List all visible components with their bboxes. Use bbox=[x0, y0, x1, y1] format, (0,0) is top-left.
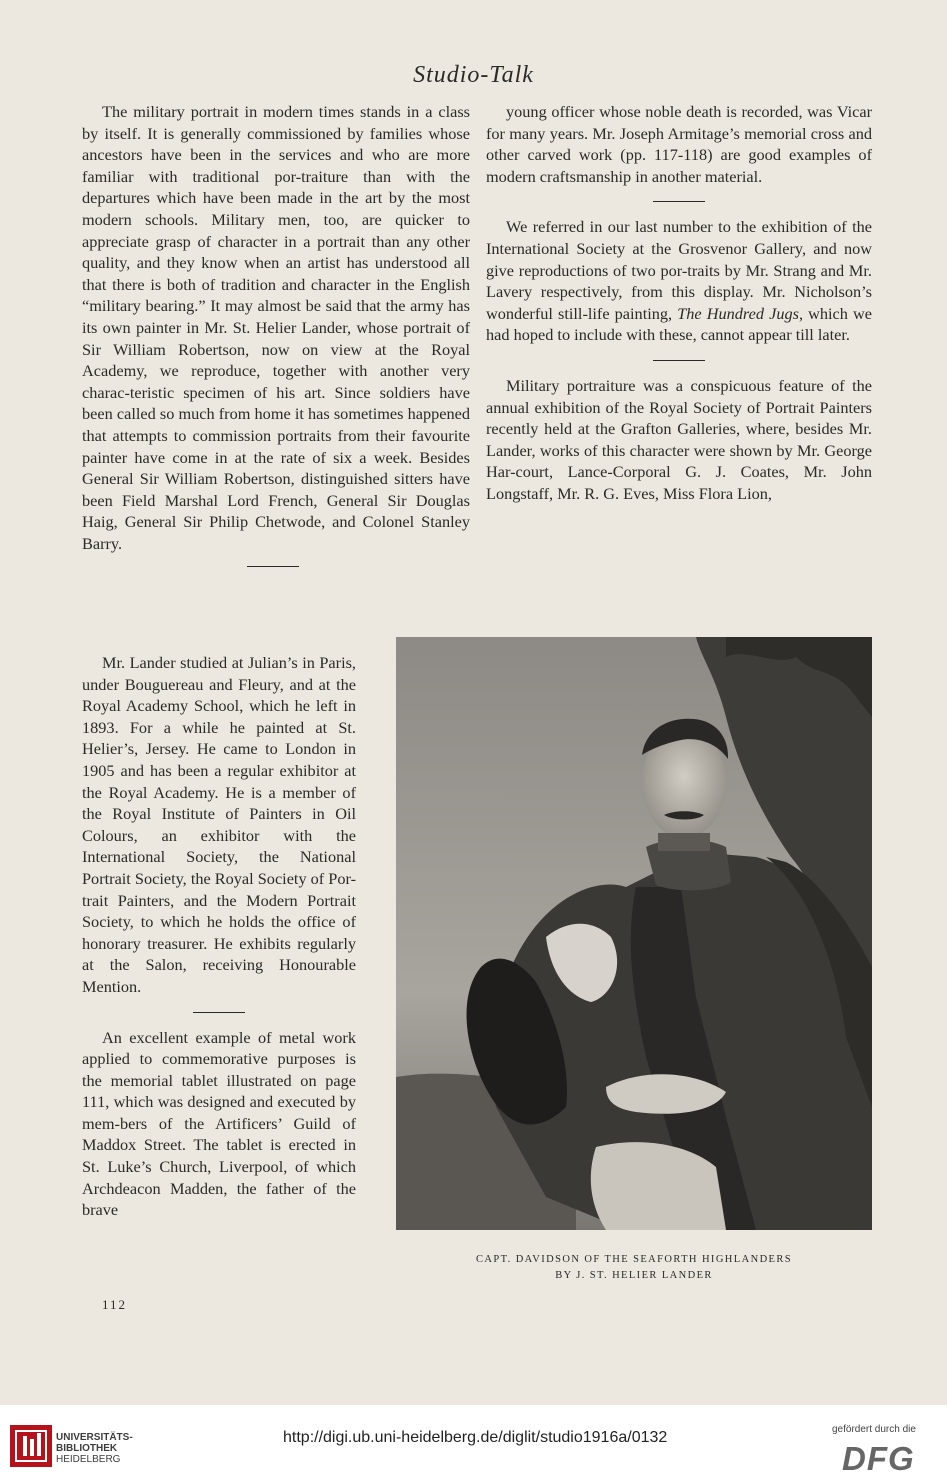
library-name-line: HEIDELBERG bbox=[56, 1454, 121, 1465]
paragraph: Mr. Lander studied at Julian’s in Paris, under Bouguereau and Fleury, and at the Royal Academy School, which he left in 1893. For a while he painted at St. Helier’s, Jersey. He came to London in 1905 and has been a regular exhibitor at the Royal Academy. He is a member of the Royal Institute of Painters in Oil Colours, an exhibitor with the International Society, the National Portrait Society, the Royal Society of Por-trait Painters, and the Modern Portrait Society, to which he holds the office of honorary treasurer. He exhibits regularly at the Salon, receiving Honourable Mention. bbox=[82, 653, 356, 996]
library-name bbox=[56, 1432, 133, 1465]
left-column-narrow bbox=[82, 652, 356, 1221]
paragraph bbox=[486, 216, 872, 346]
section-divider bbox=[653, 360, 705, 361]
dfg-logo: DFG bbox=[842, 1440, 915, 1477]
paragraph-text: , which we had hoped to include with these, cannot appear till later. bbox=[486, 303, 872, 345]
caption-title: CAPT. DAVIDSON OF THE SEAFORTH HIGHLANDERS bbox=[475, 1254, 793, 1265]
figure-caption bbox=[396, 1252, 872, 1284]
permalink-url[interactable]: http://digi.ub.uni-heidelberg.de/diglit/studio1916a/0132 bbox=[283, 1429, 668, 1446]
paragraph: The military portrait in modern times stands in a class by itself. It is generally commissioned by families whose ancestors have been in the services and who are more familiar with traditional por-traiture than with the departures which have been made in the art by the most modern schools. Military men, too, are quicker to appreciate grasp of character in a portrait than any other quality, and they know when an artist has understood all that there is both of tradition and character in the English “military bearing.” It may almost be said that the army has its own painter in Mr. St. Helier Lander, whose portrait of Sir William Robertson, now on view at the Royal Academy, we reproduce, together with another very charac-teristic specimen of his art. Since soldiers have been called so much from home it has sometimes happened that attempts to commission portraits from their favourite painter have come in at the rate of six a week. Besides General Sir William Robertson, distinguished sitters have been Field Marshal Lord French, General Sir Douglas Haig, General Sir Philip Chetwode, and Colonel Stanley Barry. bbox=[82, 102, 470, 553]
paragraph: young officer whose noble death is recorded, was Vicar for many years. Mr. Joseph Armitage’s memorial cross and other carved work (pp. 117-118) are good examples of modern craftsmanship in another material. bbox=[486, 102, 872, 186]
caption-artist: BY J. ST. HELIER LANDER bbox=[555, 1270, 713, 1281]
paragraph: An excellent example of metal work applied to commemorative purposes is the memorial tablet illustrated on page 111, which was designed and executed by mem-bers of the Artificers’ Guild of Maddox Street. The tablet is erected in St. Luke’s Church, Liverpool, of which Archdeacon Madden, the father of the brave bbox=[82, 1027, 356, 1220]
section-divider bbox=[653, 201, 705, 202]
library-name-line: BIBLIOTHEK bbox=[56, 1443, 118, 1454]
university-library-logo-icon bbox=[10, 1425, 52, 1467]
page-number: 112 bbox=[102, 1297, 128, 1312]
right-column bbox=[486, 101, 872, 505]
library-name-line: UNIVERSITÄTS- bbox=[56, 1432, 133, 1443]
portrait-plate bbox=[396, 637, 872, 1230]
viewer-footer bbox=[0, 1405, 947, 1482]
section-divider bbox=[247, 566, 299, 567]
left-column-top bbox=[82, 101, 470, 579]
artwork-title: The Hundred Jugs bbox=[677, 303, 799, 323]
paragraph-text: We referred in our last number to the exhibition of the International Society at the Grosvenor Gallery, and now give reproductions of two por-traits by Mr. Strang and Mr. Lavery respectively, from this display. Mr. Nicholson’s wonderful still-life painting, bbox=[486, 217, 872, 323]
portrait-painting bbox=[396, 637, 872, 1230]
paragraph: Military portraiture was a conspicuous feature of the annual exhibition of the Royal Society of Portrait Painters recently held at the Grafton Galleries, where, besides Mr. Lander, works of this character were shown by Mr. George Har-court, Lance-Corporal G. J. Coates, Mr. John Longstaff, Mr. R. G. Eves, Miss Flora Lion, bbox=[486, 375, 872, 503]
running-title: Studio-Talk bbox=[413, 62, 534, 88]
funding-note: gefördert durch die bbox=[832, 1424, 916, 1435]
section-divider bbox=[193, 1012, 245, 1013]
